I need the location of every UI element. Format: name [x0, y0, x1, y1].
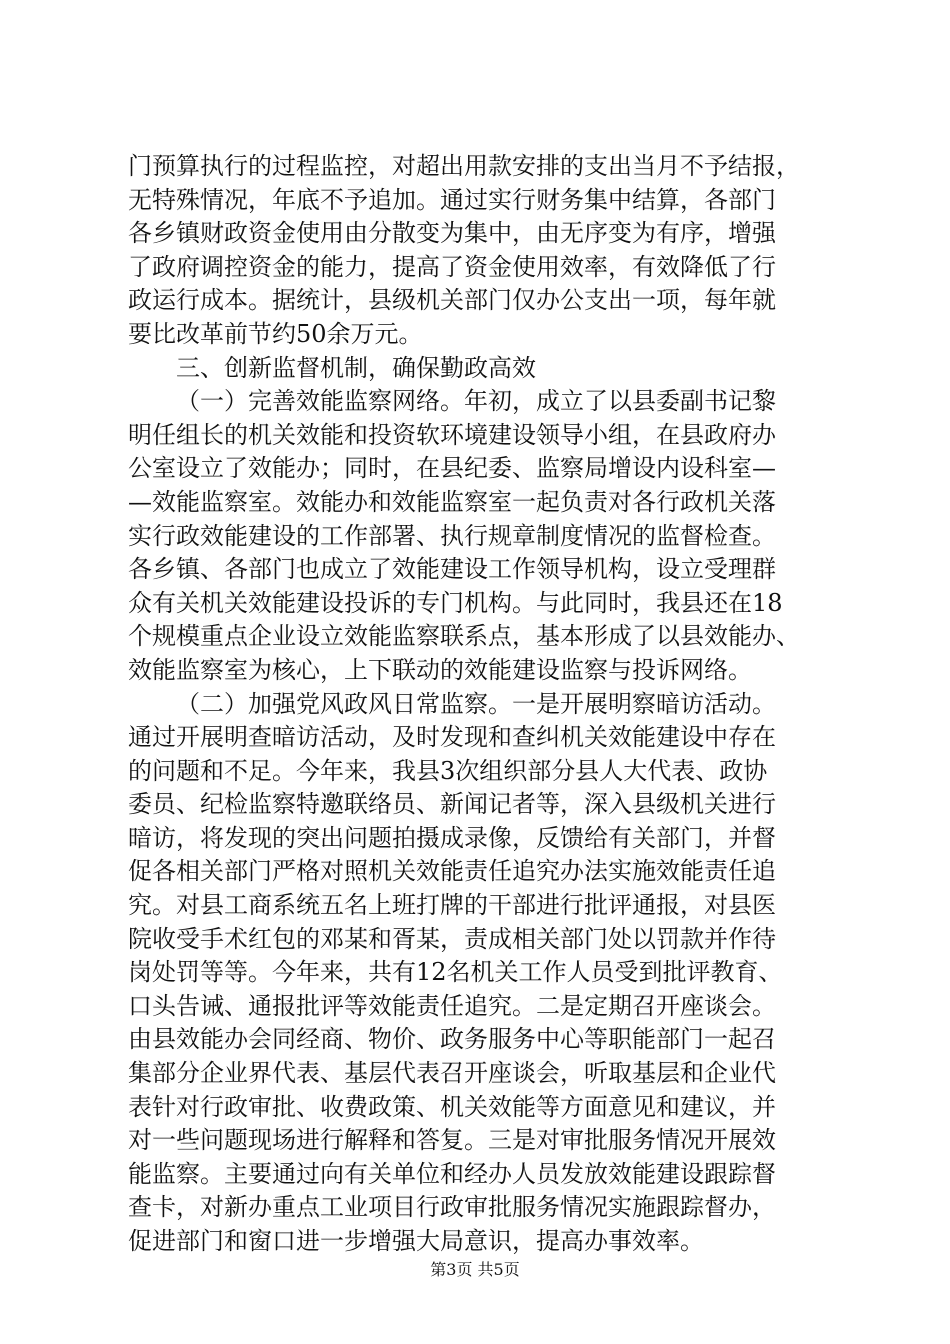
text-line: 促进部门和窗口进一步增强大局意识，提高办事效率。 [128, 1227, 704, 1255]
text-line: 公室设立了效能办；同时，在县纪委、监察局增设内设科室— [128, 454, 776, 483]
text-line: 众有关机关效能建设投诉的专门机构。与此同时，我县还在18 [128, 588, 783, 617]
text-line: 暗访，将发现的突出问题拍摄成录像，反馈给有关部门，并督 [128, 823, 776, 852]
text-line: 各乡镇、各部门也成立了效能建设工作领导机构，设立受理群 [128, 555, 776, 584]
text-line: 院收受手术红包的邓某和胥某，责成相关部门处以罚款并作待 [128, 924, 776, 953]
text-line: 集部分企业界代表、基层代表召开座谈会，听取基层和企业代 [128, 1059, 776, 1088]
text-line: 口头告诫、通报批评等效能责任追究。二是定期召开座谈会。 [128, 991, 776, 1020]
text-line: 委员、纪检监察特邀联络员、新闻记者等，深入县级机关进行 [128, 790, 776, 819]
text-line: 政运行成本。据统计，县级机关部门仅办公支出一项，每年就 [128, 286, 776, 315]
section-heading: 三、创新监督机制，确保勤政高效 [176, 353, 536, 382]
subsection-heading-line: （一）完善效能监察网络。年初，成立了以县委副书记黎 [176, 387, 776, 416]
text-line: 效能监察室为核心，上下联动的效能建设监察与投诉网络。 [128, 655, 752, 684]
text-line: 查卡，对新办重点工业项目行政审批服务情况实施跟踪督办， [128, 1193, 776, 1222]
text-line: 门预算执行的过程监控，对超出用款安排的支出当月不予结报， [128, 152, 800, 180]
subsection-heading-line: （二）加强党风政风日常监察。一是开展明察暗访活动。 [176, 689, 776, 718]
text-line: 对一些问题现场进行解释和答复。三是对审批服务情况开展效 [128, 1126, 776, 1155]
text-line: 岗处罚等等。今年来，共有12名机关工作人员受到批评教育、 [128, 958, 783, 987]
text-line: 要比改革前节约50余万元。 [128, 319, 423, 348]
document-body [128, 150, 828, 1259]
text-line: 了政府调控资金的能力，提高了资金使用效率，有效降低了行 [128, 252, 776, 281]
text-line: 实行政效能建设的工作部署、执行规章制度情况的监督检查。 [128, 521, 776, 550]
text-line: 究。对县工商系统五名上班打牌的干部进行批评通报，对县医 [128, 891, 776, 920]
text-line: 的问题和不足。今年来，我县3次组织部分县人大代表、政协 [128, 756, 768, 785]
text-line: 明任组长的机关效能和投资软环境建设领导小组，在县政府办 [128, 420, 776, 449]
text-line: 各乡镇财政资金使用由分散变为集中，由无序变为有序，增强 [128, 219, 776, 248]
text-line: —效能监察室。效能办和效能监察室一起负责对各行政机关落 [128, 487, 776, 516]
text-line: 表针对行政审批、收费政策、机关效能等方面意见和建议，并 [128, 1092, 776, 1121]
text-line: 由县效能办会同经商、物价、政务服务中心等职能部门一起召 [128, 1025, 776, 1054]
page-number-footer: 第3页 共5页 [430, 1260, 520, 1279]
text-line: 无特殊情况，年底不予追加。通过实行财务集中结算，各部门 [128, 185, 776, 214]
text-line: 个规模重点企业设立效能监察联系点，基本形成了以县效能办、 [128, 622, 800, 651]
text-line: 通过开展明查暗访活动，及时发现和查纠机关效能建设中存在 [128, 723, 776, 752]
text-line: 能监察。主要通过向有关单位和经办人员发放效能建设跟踪督 [128, 1159, 776, 1188]
text-line: 促各相关部门严格对照机关效能责任追究办法实施效能责任追 [128, 857, 776, 886]
